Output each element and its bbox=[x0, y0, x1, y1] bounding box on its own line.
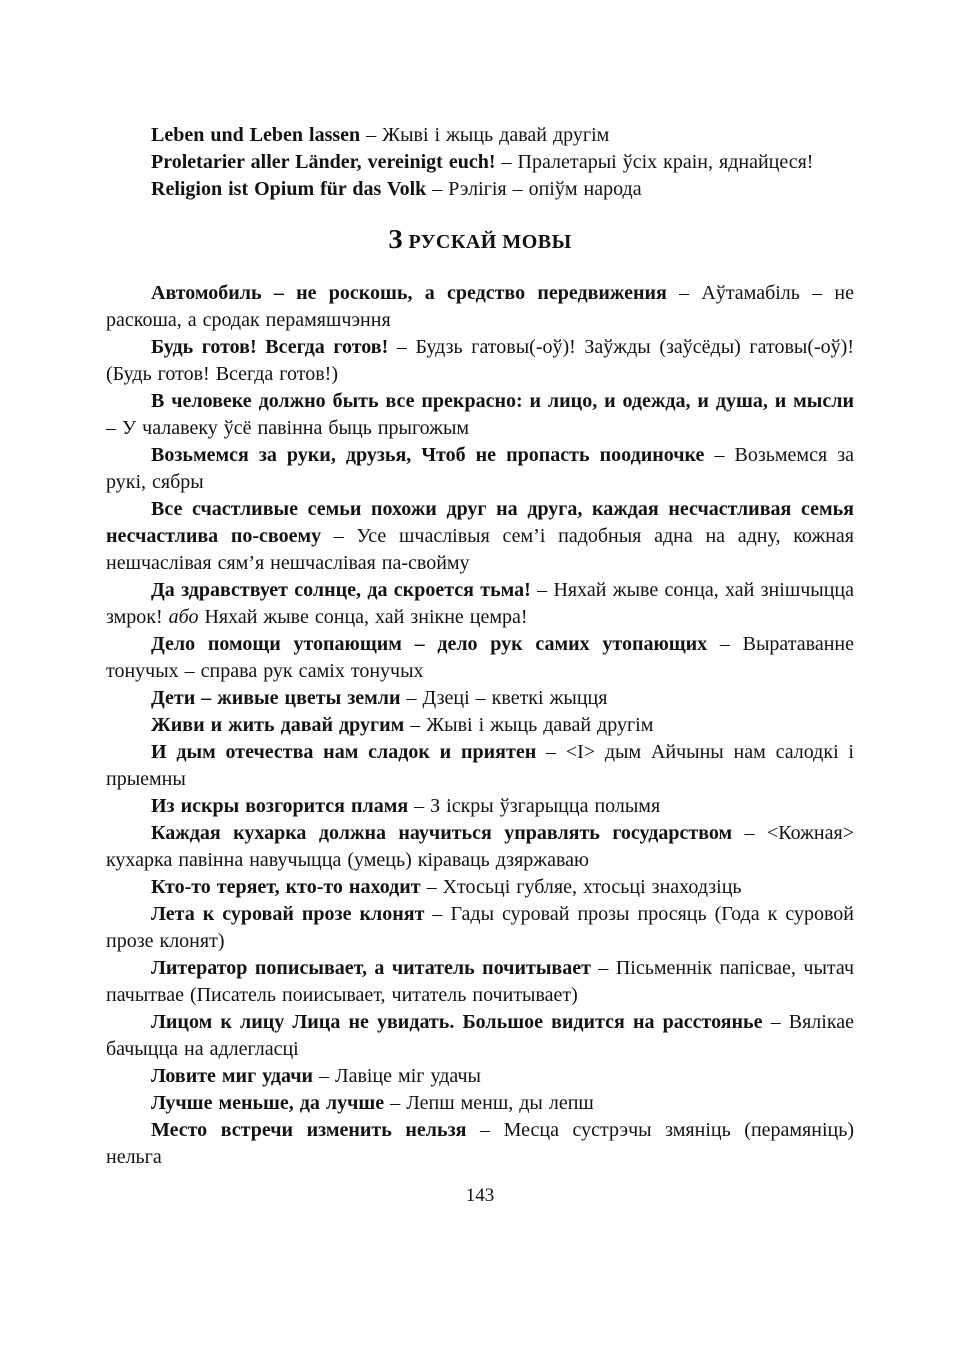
source-phrase: Дети – живые цветы земли bbox=[151, 687, 401, 709]
source-phrase: Возьмемся за руки, друзья, Чтоб не пропасть поодиночке bbox=[151, 444, 705, 466]
source-phrase: Каждая кухарка должна научиться управлять государством bbox=[151, 822, 733, 844]
proverb-entry bbox=[106, 1063, 854, 1090]
proverb-entry bbox=[106, 712, 854, 739]
translation-text: – Лепш менш, ды лепш bbox=[384, 1092, 594, 1114]
source-phrase: И дым отечества нам сладок и приятен bbox=[151, 741, 537, 763]
translation-text: – Пісьменнік папісвае, чытач пачытвае (Писатель поиисывает, читатель почитывает) bbox=[106, 957, 855, 1006]
proverb-entry bbox=[106, 388, 854, 442]
translation-text: – Усе шчаслівыя сем’і падобныя адна на адну, кожная нешчаслівая сям’я нешчаслівая па-свойму bbox=[106, 525, 855, 574]
translation-text: – Дзеці – кветкі жыцця bbox=[400, 687, 608, 709]
source-phrase: Место встречи изменить нельзя bbox=[151, 1119, 467, 1141]
translation-text: – Возьмемся за рукі, сябры bbox=[106, 444, 854, 493]
proverb-entry bbox=[106, 685, 854, 712]
source-phrase: Religion ist Opium für das Volk bbox=[151, 178, 427, 200]
proverb-entry bbox=[106, 793, 854, 820]
proverb-entry bbox=[106, 334, 854, 388]
source-phrase: Лицом к лицу Лица не увидать. Большое видится на расстоянье bbox=[151, 1011, 763, 1033]
source-phrase: Ловите миг удачи bbox=[151, 1065, 314, 1087]
source-phrase: Все счастливые семьи похожи друг на друга, каждая несчастливая семья несчастлива по-своему bbox=[106, 498, 854, 547]
translation-text: – Хтосьці губляе, хтосьці знаходзіць bbox=[420, 876, 742, 898]
proverb-entry bbox=[106, 442, 854, 496]
translation-text: – З іскры ўзгарыцца полымя bbox=[408, 795, 661, 817]
translation-text: – Гады суровай прозы просяць (Года к суровой прозе клонят) bbox=[106, 903, 854, 952]
proverb-entry bbox=[106, 122, 854, 149]
proverb-entry bbox=[106, 149, 854, 176]
source-phrase: В человеке должно быть все прекрасно: и лицо, и одежда, и душа, и мысли bbox=[151, 390, 854, 412]
translation-text: – <І> дым Айчыны нам салодкі і прыемны bbox=[106, 741, 854, 790]
proverb-entry bbox=[106, 820, 854, 874]
proverb-entry bbox=[106, 1090, 854, 1117]
source-phrase: Будь готов! Всегда готов! bbox=[151, 336, 389, 358]
source-phrase: Лета к суровай прозе клонят bbox=[151, 903, 425, 925]
source-phrase: Из искры возгорится пламя bbox=[151, 795, 409, 817]
translation-text: – Выратаванне тонучых – справа рук саміх тонучых bbox=[106, 633, 854, 682]
translation-text: – Рэлігія – опіўм народа bbox=[426, 178, 642, 200]
section-russian-proverbs bbox=[106, 280, 854, 1171]
translation-text: – Аўтамабіль – не раскоша, а сродак перамяшчэння bbox=[106, 282, 854, 331]
proverb-entry bbox=[106, 1117, 854, 1171]
translation-text: – Будзь гатовы(-оў)! Заўжды (заўсёды) гатовы(-оў)! (Будь готов! Всегда готов!) bbox=[106, 336, 854, 385]
proverb-entry bbox=[106, 901, 854, 955]
source-phrase: Литератор пописывает, а читатель почитывает bbox=[151, 957, 591, 979]
proverb-entry bbox=[106, 874, 854, 901]
translation-text: – У чалавеку ўсё павінна быць прыгожым bbox=[106, 417, 470, 439]
source-phrase: Живи и жить давай другим bbox=[151, 714, 405, 736]
proverb-entry bbox=[106, 176, 854, 203]
proverb-entry bbox=[106, 280, 854, 334]
translation-text: – Месца сустрэчы змяніць (перамяніць) нельга bbox=[106, 1119, 854, 1168]
translation-text: – Жыві і жыць давай другім bbox=[404, 714, 654, 736]
proverb-entry bbox=[106, 739, 854, 793]
translation-text: – <Кожная> кухарка павінна навучыцца (умець) кіраваць дзяржаваю bbox=[106, 822, 854, 871]
source-phrase: Да здравствует солнце, да скроется тьма! bbox=[151, 579, 531, 601]
translation-text: Няхай жыве сонца, хай знікне цемра! bbox=[198, 606, 528, 628]
proverb-entry bbox=[106, 496, 854, 577]
source-phrase: Leben und Leben lassen bbox=[151, 124, 361, 146]
source-phrase: Автомобиль – не роскошь, а средство передвижения bbox=[151, 282, 667, 304]
translation-text: – Лавіце міг удачы bbox=[313, 1065, 481, 1087]
alt-marker: або bbox=[168, 606, 199, 628]
translation-text: – Няхай жыве сонца, хай знішчыцца змрок! bbox=[106, 579, 854, 628]
translation-text: – Вялікае бачыцца на адлегласці bbox=[106, 1011, 854, 1060]
source-phrase: Proletarier aller Länder, vereinigt euch! bbox=[151, 151, 496, 173]
section-heading: З РУСКАЙ МОВЫ bbox=[388, 224, 572, 254]
proverb-entry bbox=[106, 955, 854, 1009]
section-german-proverbs bbox=[106, 122, 854, 203]
translation-text: – Пралетарыі ўсіх краін, яднайцеся! bbox=[495, 151, 814, 173]
source-phrase: Кто-то теряет, кто-то находит bbox=[151, 876, 421, 898]
page-number: 143 bbox=[465, 1185, 495, 1206]
source-phrase: Дело помощи утопающим – дело рук самих утопающих bbox=[151, 633, 708, 655]
source-phrase: Лучше меньше, да лучше bbox=[151, 1092, 385, 1114]
translation-text: – Жыві і жыць давай другім bbox=[360, 124, 610, 146]
proverb-entry bbox=[106, 577, 854, 631]
proverb-entry bbox=[106, 1009, 854, 1063]
proverb-entry bbox=[106, 631, 854, 685]
text-block bbox=[106, 122, 854, 1208]
